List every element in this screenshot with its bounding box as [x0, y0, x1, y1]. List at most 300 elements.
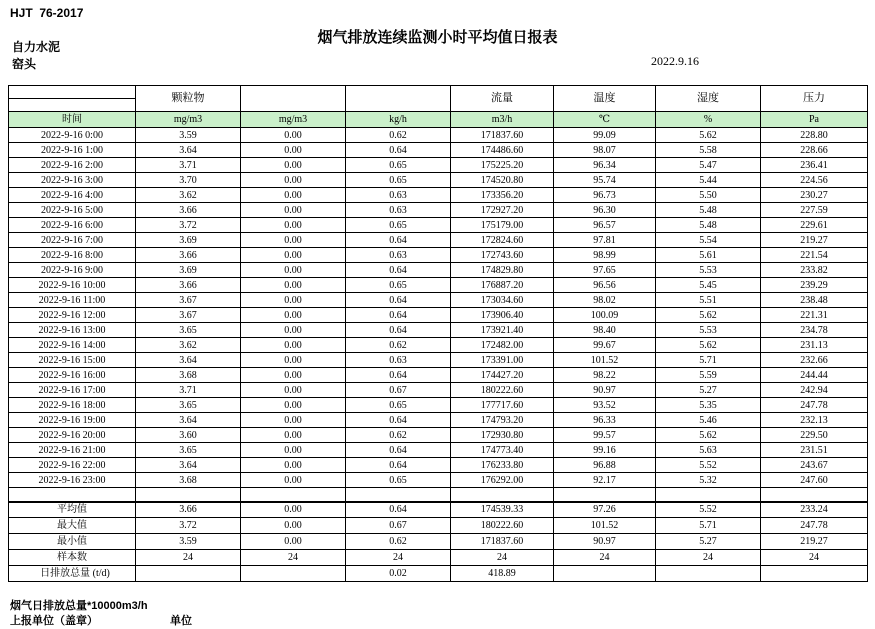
value-cell: 234.78: [761, 323, 868, 338]
table-row: [9, 323, 868, 338]
value-cell: 3.69: [136, 263, 241, 278]
value-cell: 97.65: [554, 263, 656, 278]
summary-row: [9, 566, 868, 582]
value-cell: 175225.20: [451, 158, 554, 173]
summary-value-cell: 0.00: [241, 502, 346, 518]
value-cell: 5.62: [656, 128, 761, 143]
time-cell: 2022-9-16 17:00: [9, 383, 136, 398]
value-cell: 99.09: [554, 128, 656, 143]
table-row: [9, 248, 868, 263]
column-group-header-blank-1: [241, 86, 346, 112]
summary-value-cell: 24: [241, 550, 346, 566]
value-cell: 0.62: [346, 428, 451, 443]
value-cell: 96.73: [554, 188, 656, 203]
value-cell: 174427.20: [451, 368, 554, 383]
unit-cell-mg-m3-a: mg/m3: [136, 112, 241, 128]
time-cell: 2022-9-16 8:00: [9, 248, 136, 263]
footer-note: 烟气日排放总量*10000m3/h: [10, 600, 148, 612]
value-cell: 0.64: [346, 323, 451, 338]
column-group-header-temperature: 温度: [554, 86, 656, 112]
time-cell: 2022-9-16 7:00: [9, 233, 136, 248]
summary-label: 样本数: [9, 550, 136, 566]
value-cell: 3.68: [136, 473, 241, 488]
value-cell: 97.81: [554, 233, 656, 248]
value-cell: 3.71: [136, 158, 241, 173]
split-cell-top: [9, 86, 135, 99]
summary-value-cell: 171837.60: [451, 534, 554, 550]
summary-label: 最小值: [9, 534, 136, 550]
monitoring-point-name: 窑头: [12, 57, 37, 71]
unit-cell-percent: %: [656, 112, 761, 128]
value-cell: 0.64: [346, 413, 451, 428]
summary-row: [9, 502, 868, 518]
value-cell: 0.65: [346, 473, 451, 488]
empty-cell: [656, 488, 761, 502]
value-cell: 228.66: [761, 143, 868, 158]
time-cell: 2022-9-16 10:00: [9, 278, 136, 293]
value-cell: 0.65: [346, 398, 451, 413]
value-cell: 173906.40: [451, 308, 554, 323]
value-cell: 0.00: [241, 293, 346, 308]
value-cell: 180222.60: [451, 383, 554, 398]
time-cell: 2022-9-16 2:00: [9, 158, 136, 173]
value-cell: 229.50: [761, 428, 868, 443]
value-cell: 0.00: [241, 143, 346, 158]
hour-rows: [9, 128, 868, 488]
value-cell: 3.64: [136, 413, 241, 428]
summary-value-cell: 24: [136, 550, 241, 566]
value-cell: 0.00: [241, 413, 346, 428]
summary-value-cell: 97.26: [554, 502, 656, 518]
value-cell: 98.07: [554, 143, 656, 158]
company-name: 自力水泥: [12, 40, 61, 54]
value-cell: 172930.80: [451, 428, 554, 443]
value-cell: 243.67: [761, 458, 868, 473]
value-cell: 98.99: [554, 248, 656, 263]
value-cell: 219.27: [761, 233, 868, 248]
value-cell: 5.59: [656, 368, 761, 383]
summary-row: [9, 550, 868, 566]
summary-value-cell: 0.67: [346, 518, 451, 534]
unit-cell-pa: Pa: [761, 112, 868, 128]
time-cell: 2022-9-16 15:00: [9, 353, 136, 368]
summary-value-cell: 24: [656, 550, 761, 566]
time-cell: 2022-9-16 9:00: [9, 263, 136, 278]
time-cell: 2022-9-16 1:00: [9, 143, 136, 158]
summary-value-cell: [656, 566, 761, 582]
value-cell: 0.00: [241, 443, 346, 458]
column-group-header-particulate: 颗粒物: [136, 86, 241, 112]
value-cell: 0.00: [241, 368, 346, 383]
column-group-header-blank-2: [346, 86, 451, 112]
value-cell: 176292.00: [451, 473, 554, 488]
summary-label: 平均值: [9, 502, 136, 518]
table-row: [9, 368, 868, 383]
summary-value-cell: 3.59: [136, 534, 241, 550]
group-header-row: [9, 86, 868, 112]
value-cell: 96.33: [554, 413, 656, 428]
value-cell: 3.67: [136, 308, 241, 323]
value-cell: 238.48: [761, 293, 868, 308]
summary-value-cell: 3.72: [136, 518, 241, 534]
value-cell: 3.68: [136, 368, 241, 383]
time-cell: 2022-9-16 6:00: [9, 218, 136, 233]
column-group-header-humidity: 湿度: [656, 86, 761, 112]
summary-label: 最大值: [9, 518, 136, 534]
value-cell: 93.52: [554, 398, 656, 413]
table-row: [9, 278, 868, 293]
value-cell: 231.51: [761, 443, 868, 458]
value-cell: 3.65: [136, 398, 241, 413]
empty-cell: [346, 488, 451, 502]
value-cell: 3.72: [136, 218, 241, 233]
unit-cell-celsius: ℃: [554, 112, 656, 128]
table-row: [9, 308, 868, 323]
summary-value-cell: 0.00: [241, 518, 346, 534]
value-cell: 0.00: [241, 308, 346, 323]
table-row: [9, 233, 868, 248]
time-cell: 2022-9-16 11:00: [9, 293, 136, 308]
value-cell: 175179.00: [451, 218, 554, 233]
table-row: [9, 203, 868, 218]
value-cell: 0.65: [346, 278, 451, 293]
value-cell: 0.64: [346, 143, 451, 158]
value-cell: 5.62: [656, 428, 761, 443]
unit-label: 单位: [170, 615, 192, 627]
value-cell: 0.00: [241, 128, 346, 143]
table-row: [9, 458, 868, 473]
summary-value-cell: 3.66: [136, 502, 241, 518]
summary-value-cell: 0.00: [241, 534, 346, 550]
value-cell: 221.54: [761, 248, 868, 263]
report-table: [8, 85, 868, 582]
summary-value-cell: 90.97: [554, 534, 656, 550]
empty-cell: [241, 488, 346, 502]
time-cell: 2022-9-16 22:00: [9, 458, 136, 473]
value-cell: 0.62: [346, 128, 451, 143]
value-cell: 0.00: [241, 458, 346, 473]
summary-value-cell: [241, 566, 346, 582]
time-cell: 2022-9-16 5:00: [9, 203, 136, 218]
column-group-header-flow: 流量: [451, 86, 554, 112]
value-cell: 172824.60: [451, 233, 554, 248]
summary-value-cell: 219.27: [761, 534, 868, 550]
value-cell: 5.53: [656, 323, 761, 338]
value-cell: 0.64: [346, 308, 451, 323]
value-cell: 5.50: [656, 188, 761, 203]
summary-value-cell: [136, 566, 241, 582]
summary-value-cell: 24: [761, 550, 868, 566]
value-cell: 0.00: [241, 473, 346, 488]
value-cell: 229.61: [761, 218, 868, 233]
table-row: [9, 218, 868, 233]
unit-cell-kg-h: kg/h: [346, 112, 451, 128]
value-cell: 95.74: [554, 173, 656, 188]
time-cell: 2022-9-16 16:00: [9, 368, 136, 383]
value-cell: 0.64: [346, 233, 451, 248]
summary-value-cell: 5.27: [656, 534, 761, 550]
table-row: [9, 428, 868, 443]
value-cell: 100.09: [554, 308, 656, 323]
table-row: [9, 383, 868, 398]
value-cell: 3.69: [136, 233, 241, 248]
value-cell: 0.64: [346, 443, 451, 458]
value-cell: 227.59: [761, 203, 868, 218]
value-cell: 0.00: [241, 188, 346, 203]
value-cell: 0.63: [346, 353, 451, 368]
summary-value-cell: 24: [346, 550, 451, 566]
value-cell: 0.67: [346, 383, 451, 398]
value-cell: 3.65: [136, 323, 241, 338]
value-cell: 239.29: [761, 278, 868, 293]
value-cell: 0.65: [346, 218, 451, 233]
value-cell: 0.00: [241, 398, 346, 413]
value-cell: 174829.80: [451, 263, 554, 278]
summary-value-cell: 233.24: [761, 502, 868, 518]
value-cell: 5.61: [656, 248, 761, 263]
value-cell: 98.02: [554, 293, 656, 308]
time-column-header: 时间: [9, 112, 136, 128]
empty-cell: [761, 488, 868, 502]
table-row: [9, 353, 868, 368]
time-cell: 2022-9-16 13:00: [9, 323, 136, 338]
value-cell: 236.41: [761, 158, 868, 173]
value-cell: 5.63: [656, 443, 761, 458]
summary-label: 日排放总量 (t/d): [9, 566, 136, 582]
time-cell: 2022-9-16 23:00: [9, 473, 136, 488]
value-cell: 96.56: [554, 278, 656, 293]
value-cell: 247.78: [761, 398, 868, 413]
value-cell: 3.62: [136, 338, 241, 353]
table-row: [9, 293, 868, 308]
column-group-header-pressure: 压力: [761, 86, 868, 112]
value-cell: 224.56: [761, 173, 868, 188]
value-cell: 5.48: [656, 203, 761, 218]
value-cell: 0.00: [241, 158, 346, 173]
time-cell: 2022-9-16 20:00: [9, 428, 136, 443]
summary-value-cell: [761, 566, 868, 582]
value-cell: 171837.60: [451, 128, 554, 143]
value-cell: 99.57: [554, 428, 656, 443]
summary-value-cell: [554, 566, 656, 582]
value-cell: 174793.20: [451, 413, 554, 428]
value-cell: 3.65: [136, 443, 241, 458]
value-cell: 0.00: [241, 173, 346, 188]
value-cell: 0.00: [241, 353, 346, 368]
table-row: [9, 398, 868, 413]
time-cell: 2022-9-16 3:00: [9, 173, 136, 188]
value-cell: 5.45: [656, 278, 761, 293]
value-cell: 98.22: [554, 368, 656, 383]
value-cell: 3.64: [136, 458, 241, 473]
table-row: [9, 473, 868, 488]
value-cell: 0.00: [241, 428, 346, 443]
value-cell: 172482.00: [451, 338, 554, 353]
value-cell: 3.66: [136, 278, 241, 293]
summary-value-cell: 0.02: [346, 566, 451, 582]
value-cell: 5.52: [656, 458, 761, 473]
value-cell: 0.64: [346, 368, 451, 383]
value-cell: 96.30: [554, 203, 656, 218]
value-cell: 0.64: [346, 458, 451, 473]
summary-value-cell: 5.52: [656, 502, 761, 518]
value-cell: 173921.40: [451, 323, 554, 338]
summary-value-cell: 0.64: [346, 502, 451, 518]
value-cell: 3.66: [136, 248, 241, 263]
value-cell: 92.17: [554, 473, 656, 488]
unit-cell-mg-m3-b: mg/m3: [241, 112, 346, 128]
value-cell: 221.31: [761, 308, 868, 323]
value-cell: 174773.40: [451, 443, 554, 458]
value-cell: 96.34: [554, 158, 656, 173]
value-cell: 96.88: [554, 458, 656, 473]
value-cell: 0.00: [241, 218, 346, 233]
value-cell: 5.62: [656, 338, 761, 353]
table-row: [9, 413, 868, 428]
value-cell: 5.44: [656, 173, 761, 188]
value-cell: 5.27: [656, 383, 761, 398]
value-cell: 173391.00: [451, 353, 554, 368]
value-cell: 5.48: [656, 218, 761, 233]
page-title: 烟气排放连续监测小时平均值日报表: [317, 29, 558, 46]
value-cell: 176233.80: [451, 458, 554, 473]
value-cell: 244.44: [761, 368, 868, 383]
value-cell: 5.54: [656, 233, 761, 248]
value-cell: 231.13: [761, 338, 868, 353]
report-date: 2022.9.16: [651, 54, 699, 68]
value-cell: 0.63: [346, 248, 451, 263]
value-cell: 3.62: [136, 188, 241, 203]
value-cell: 0.00: [241, 203, 346, 218]
value-cell: 5.62: [656, 308, 761, 323]
value-cell: 228.80: [761, 128, 868, 143]
value-cell: 0.00: [241, 323, 346, 338]
value-cell: 90.97: [554, 383, 656, 398]
value-cell: 0.62: [346, 338, 451, 353]
value-cell: 5.71: [656, 353, 761, 368]
time-cell: 2022-9-16 0:00: [9, 128, 136, 143]
value-cell: 176887.20: [451, 278, 554, 293]
value-cell: 0.65: [346, 158, 451, 173]
value-cell: 230.27: [761, 188, 868, 203]
table-row: [9, 443, 868, 458]
value-cell: 3.64: [136, 353, 241, 368]
value-cell: 0.00: [241, 233, 346, 248]
summary-value-cell: 247.78: [761, 518, 868, 534]
summary-value-cell: 5.71: [656, 518, 761, 534]
value-cell: 5.46: [656, 413, 761, 428]
table-row: [9, 128, 868, 143]
time-cell: 2022-9-16 14:00: [9, 338, 136, 353]
value-cell: 232.13: [761, 413, 868, 428]
value-cell: 0.00: [241, 263, 346, 278]
time-cell: 2022-9-16 4:00: [9, 188, 136, 203]
summary-value-cell: 418.89: [451, 566, 554, 582]
value-cell: 174486.60: [451, 143, 554, 158]
value-cell: 0.63: [346, 203, 451, 218]
value-cell: 98.40: [554, 323, 656, 338]
unit-cell-m3-h: m3/h: [451, 112, 554, 128]
value-cell: 0.64: [346, 293, 451, 308]
value-cell: 173356.20: [451, 188, 554, 203]
summary-rows: [9, 488, 868, 582]
value-cell: 0.65: [346, 173, 451, 188]
table-row: [9, 143, 868, 158]
value-cell: 5.47: [656, 158, 761, 173]
time-cell: 2022-9-16 18:00: [9, 398, 136, 413]
value-cell: 99.67: [554, 338, 656, 353]
value-cell: 5.53: [656, 263, 761, 278]
value-cell: 3.60: [136, 428, 241, 443]
summary-value-cell: 101.52: [554, 518, 656, 534]
value-cell: 174520.80: [451, 173, 554, 188]
empty-cell: [451, 488, 554, 502]
value-cell: 5.35: [656, 398, 761, 413]
table-row: [9, 158, 868, 173]
spacer-row: [9, 488, 868, 502]
value-cell: 177717.60: [451, 398, 554, 413]
value-cell: 3.71: [136, 383, 241, 398]
summary-value-cell: 24: [451, 550, 554, 566]
summary-value-cell: 180222.60: [451, 518, 554, 534]
value-cell: 5.58: [656, 143, 761, 158]
summary-value-cell: 174539.33: [451, 502, 554, 518]
table-row: [9, 173, 868, 188]
report-unit-label: 上报单位（盖章）: [10, 615, 98, 627]
summary-row: [9, 534, 868, 550]
empty-cell: [136, 488, 241, 502]
value-cell: 101.52: [554, 353, 656, 368]
empty-cell: [554, 488, 656, 502]
time-cell: 2022-9-16 19:00: [9, 413, 136, 428]
value-cell: 172927.20: [451, 203, 554, 218]
value-cell: 0.00: [241, 248, 346, 263]
value-cell: 3.64: [136, 143, 241, 158]
value-cell: 232.66: [761, 353, 868, 368]
value-cell: 173034.60: [451, 293, 554, 308]
summary-row: [9, 518, 868, 534]
table-row: [9, 263, 868, 278]
table-row: [9, 338, 868, 353]
value-cell: 3.70: [136, 173, 241, 188]
split-cell-bottom: [9, 99, 135, 111]
value-cell: 0.63: [346, 188, 451, 203]
time-group-header-cell: [9, 86, 136, 112]
standard-code: HJT 76-2017: [10, 6, 84, 20]
value-cell: 0.64: [346, 263, 451, 278]
summary-value-cell: 24: [554, 550, 656, 566]
value-cell: 242.94: [761, 383, 868, 398]
empty-cell: [9, 488, 136, 502]
value-cell: 3.59: [136, 128, 241, 143]
table-row: [9, 188, 868, 203]
unit-header-row: [9, 112, 868, 128]
value-cell: 247.60: [761, 473, 868, 488]
value-cell: 3.66: [136, 203, 241, 218]
time-cell: 2022-9-16 21:00: [9, 443, 136, 458]
value-cell: 0.00: [241, 338, 346, 353]
value-cell: 96.57: [554, 218, 656, 233]
value-cell: 172743.60: [451, 248, 554, 263]
value-cell: 0.00: [241, 278, 346, 293]
summary-value-cell: 0.62: [346, 534, 451, 550]
value-cell: 0.00: [241, 383, 346, 398]
value-cell: 3.67: [136, 293, 241, 308]
value-cell: 233.82: [761, 263, 868, 278]
value-cell: 5.32: [656, 473, 761, 488]
time-cell: 2022-9-16 12:00: [9, 308, 136, 323]
value-cell: 99.16: [554, 443, 656, 458]
